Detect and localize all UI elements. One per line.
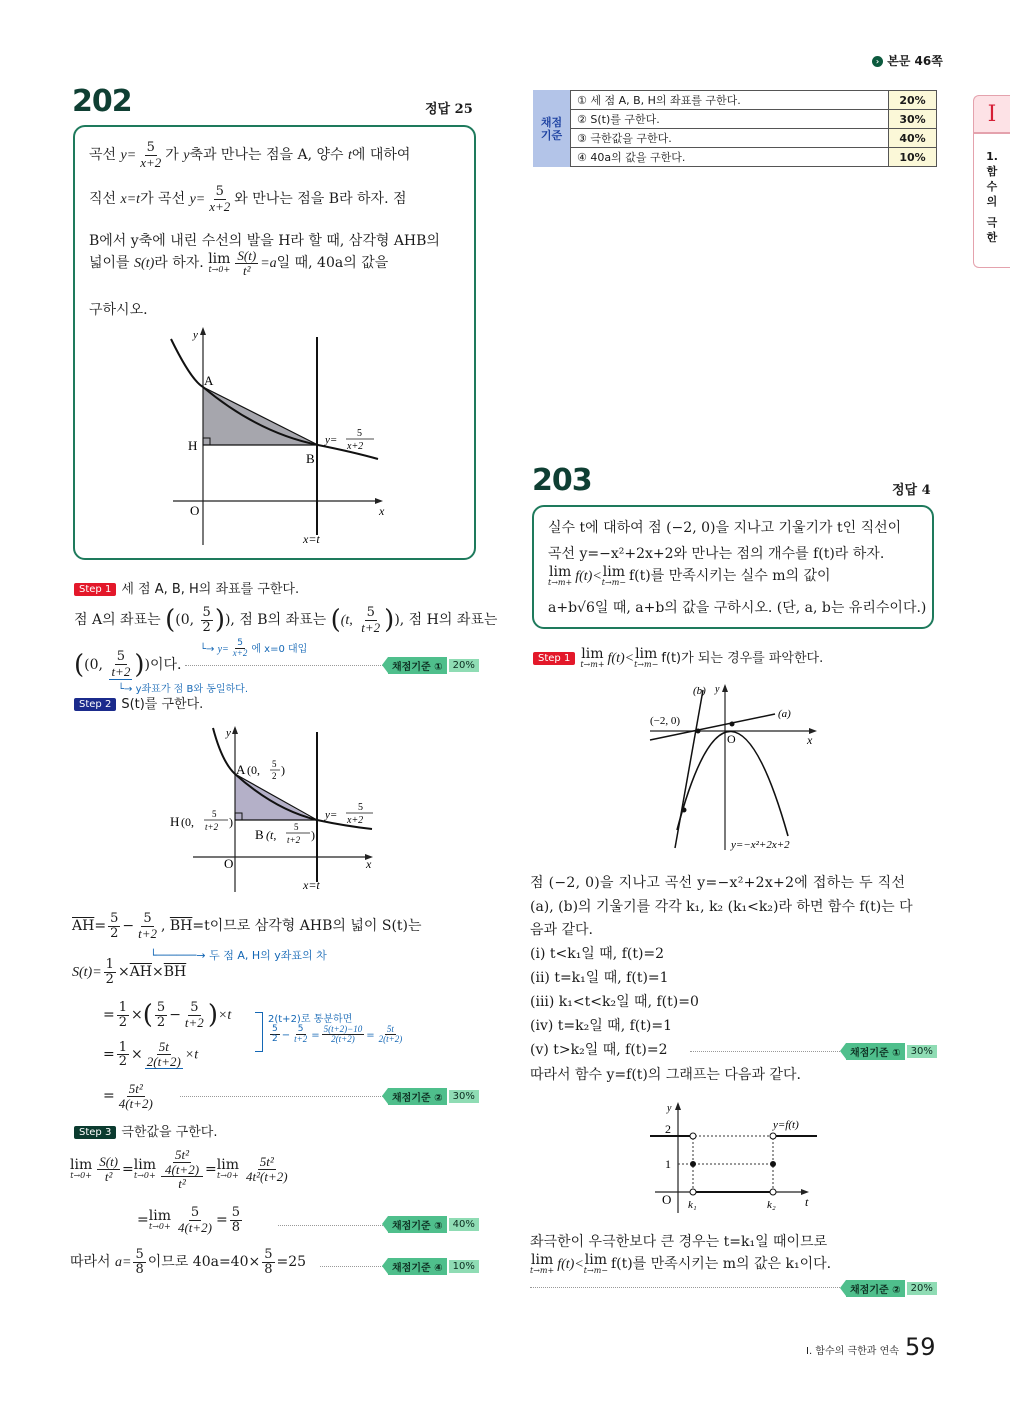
- y-axis-arrow-icon: [722, 684, 728, 692]
- chapter-numeral: I: [987, 102, 997, 127]
- point-a-num: 5: [272, 759, 277, 769]
- tick-label-2: 2: [665, 1122, 671, 1136]
- section-number: 1.: [986, 150, 998, 163]
- s-definition: S(t)= $\frac{1}{2}$ $\times\overline{AH}\times\overline{BH}$: [72, 957, 187, 987]
- criteria-label-line: 채점: [540, 115, 563, 129]
- limit-line-1: lim t→0+ $\frac{S(t)}{\text{t²}}$ = lim t→0+ $\frac{\frac{\text{5t²}}{4(t+2)}}{\text{t²}}$ = lim t→0+ $\frac{\text{5t²}}{\text{4t²(t+2)}}$: [70, 1147, 288, 1192]
- problem-line: lim t→m+ f(t)< lim t→m− f(t)를 만족시키는 실수 m의 값이: [548, 564, 831, 587]
- t-label: t: [805, 1195, 809, 1209]
- figure-parabola-tangents: [645, 680, 845, 852]
- step-title: 세 점 A, B, H의 좌표를 구한다.: [121, 582, 300, 597]
- problem-line: 곡선 y=−x²+2x+2와 만나는 점의 개수를 f(t)라 하자.: [548, 546, 885, 562]
- tangent-point-a: [730, 722, 735, 727]
- section-char: 극: [986, 216, 998, 229]
- final-line: 따라서 a= $\frac{5}{8}$ 이므로 40a=40× $\frac{5}{8}$ =25: [70, 1247, 307, 1277]
- case-item: (iv) t=k₂일 때, f(t)=1: [530, 1018, 672, 1034]
- section-tab[interactable]: [973, 133, 1010, 268]
- open-point: [770, 1189, 776, 1195]
- coord-line: 점 A의 좌표는 ((0, $\frac{5}{2}$ )), 점 B의 좌표는 ((t, $\frac{5}{t+2}$ )), 점 H의 좌표는: [74, 604, 498, 635]
- point-label: (−2, 0): [650, 715, 681, 727]
- y-axis-arrow-icon: [200, 327, 206, 335]
- y-label: y: [715, 684, 720, 695]
- criteria-pct: 20%: [889, 91, 937, 110]
- note-common-denominator: 2(t+2)로 통분하면: [268, 1014, 353, 1025]
- circle-arrow-icon: ›: [872, 56, 883, 67]
- criteria-pct: 40%: [889, 129, 937, 148]
- point-h-den: t+2: [205, 822, 219, 832]
- problem-line: B에서 y축에 내린 수선의 발을 H라 할 때, 삼각형 AHB의: [89, 233, 440, 249]
- curve-label-den: x+2: [347, 441, 364, 452]
- page-reference: [872, 52, 943, 69]
- body-line: 따라서 함수 y=f(t)의 그래프는 다음과 같다.: [530, 1067, 801, 1083]
- criteria-badge: 채점기준 ② 30%: [388, 1088, 479, 1104]
- figure-hyperbola-triangle: [163, 325, 403, 547]
- answer-value: 4: [921, 483, 931, 498]
- answer-label: 정답: [425, 102, 451, 117]
- criteria-row: [571, 129, 937, 148]
- line-label: x=t: [303, 532, 320, 546]
- answer-202: [425, 98, 473, 117]
- point-h-label: H: [170, 814, 180, 829]
- s-step-1: = $\frac{1}{2}$ ×( $\frac{5}{2}$ − $\frac{5}{t+2}$ )×t: [103, 999, 232, 1030]
- section-char: 함: [986, 165, 998, 178]
- problem-line: 넓이를 S(t)라 하자. lim t→0+ $\frac{S(t)}{\text{t²}}$ =a일 때, 40a의 값을: [89, 248, 389, 278]
- footer-chapter: I. 함수의 극한과 연속: [806, 1346, 899, 1357]
- note-equation: $\frac{5}{2}$ − $\frac{5}{t+2}$ = $\frac{5(t+2)-10}{2(t+2)}$ = $\frac{5t}{2(t+2)}$: [272, 1024, 403, 1045]
- step-title: 극한값을 구한다.: [121, 1125, 218, 1140]
- reference-label: 본문 46쪽: [887, 54, 943, 68]
- case-item: (iii) k₁<t<k₂일 때, f(t)=0: [530, 994, 699, 1010]
- point-a-coord: (0,: [247, 763, 260, 777]
- closed-point: [690, 1161, 696, 1167]
- curve-label-num: 5: [358, 802, 363, 813]
- curve-label: y=−x²+2x+2: [731, 839, 790, 851]
- parabola-curve: [677, 731, 788, 836]
- line-label: x=t: [303, 878, 320, 892]
- origin-label: O: [190, 503, 200, 518]
- body-line: 음과 같다.: [530, 922, 593, 938]
- point-b-den: t+2: [287, 835, 301, 845]
- point-b-label: B: [255, 827, 264, 842]
- problem-line: 실수 t에 대하여 점 (−2, 0)을 지나고 기울기가 t인 직선이: [548, 520, 902, 536]
- tangent-point-b: [682, 808, 687, 813]
- point-b-coord: (t,: [266, 828, 277, 842]
- point-a-label: A: [204, 373, 214, 388]
- k1-label: k₁: [688, 1199, 697, 1211]
- open-point: [690, 1133, 696, 1139]
- tangent-line-b: [675, 690, 703, 848]
- step1-header-203: Step 1 lim t→m+ f(t)< lim t→m− f(t)가 되는 경우를 파악한다.: [533, 647, 823, 669]
- problem-box-203: [532, 505, 934, 629]
- problem-line: a+b√6일 때, a+b의 값을 구하시오. (단, a, b는 유리수이다.): [548, 600, 927, 616]
- case-item: (v) t>k₂일 때, f(t)=2: [530, 1042, 668, 1058]
- x-label: x: [379, 504, 385, 518]
- problem-number-203: 203: [532, 463, 592, 498]
- k2-label: k₂: [767, 1199, 776, 1211]
- note-substitute: └→ y= $\frac{5}{x+2}$ 에 x=0 대입: [200, 638, 308, 659]
- y-label: y: [226, 727, 231, 739]
- point-a-coord-close: ): [281, 763, 285, 777]
- y-label: y: [193, 329, 198, 341]
- point-b-num: 5: [294, 822, 299, 832]
- step-title: S(t)를 구한다.: [121, 697, 204, 712]
- criteria-text: ④ 40a의 값을 구한다.: [571, 148, 889, 167]
- body-line: 점 (−2, 0)을 지나고 곡선 y=−x²+2x+2에 접하는 두 직선: [530, 875, 906, 891]
- point-minus2-0: [696, 729, 701, 734]
- line-a-label: (a): [778, 708, 791, 720]
- case-item: (ii) t=k₁일 때, f(t)=1: [530, 970, 669, 986]
- criteria-badge: 채점기준 ② 20%: [846, 1280, 937, 1296]
- y-label: y: [667, 1103, 672, 1114]
- x-label: x: [366, 857, 372, 871]
- y-axis-arrow-icon: [675, 1102, 681, 1110]
- open-point: [770, 1133, 776, 1139]
- origin-label: O: [727, 732, 736, 746]
- problem-number-202: 202: [72, 84, 132, 119]
- point-h-coord: (0,: [181, 815, 194, 829]
- conclusion-line: lim t→m+ f(t)< lim t→m− f(t)를 만족시키는 m의 값은 k₁이다.: [530, 1252, 832, 1275]
- x-label: x: [807, 733, 813, 747]
- criteria-row: [571, 91, 937, 110]
- note-same-y: └→ y좌표가 점 B와 동일하다.: [118, 684, 249, 695]
- point-a-den: 2: [272, 771, 277, 781]
- step2-header-202: [74, 693, 203, 712]
- tick-label-1: 1: [665, 1157, 671, 1171]
- page-number: 59: [905, 1333, 936, 1361]
- criteria-text: ③ 극한값을 구한다.: [571, 129, 889, 148]
- bracket-icon: [255, 1012, 263, 1052]
- curve-label-num: 5: [357, 428, 362, 439]
- answer-value: 25: [454, 102, 473, 117]
- y-axis-arrow-icon: [232, 726, 238, 734]
- curve-label: y=: [325, 434, 338, 446]
- criteria-badge: 채점기준 ③ 40%: [388, 1216, 479, 1232]
- step-badge: Step 3: [74, 1126, 116, 1139]
- figure-triangle-coordinates: [160, 722, 390, 897]
- s-step-2: = $\frac{1}{2}$ × $\frac{5t}{2(t+2)}$ ×t: [103, 1039, 199, 1070]
- problem-line: 곡선 y= $\frac{5}{x+2}$ 가 y축과 만나는 점을 A, 양수 t에 대하여: [89, 140, 411, 170]
- step-badge: Step 1: [533, 652, 575, 665]
- criteria-label: [533, 90, 570, 167]
- limit-line-2: = lim t→0+ $\frac{5}{4(t+2)}$ = $\frac{5}{8}$: [137, 1205, 241, 1235]
- answer-203: [892, 479, 931, 498]
- note-y-diff: └──────→ 두 점 A, H의 y좌표의 차: [150, 949, 327, 962]
- closed-point: [770, 1161, 776, 1167]
- criteria-badge: 채점기준 ① 30%: [846, 1043, 937, 1059]
- curve-label: y=: [325, 809, 338, 821]
- section-char: 한: [986, 231, 998, 244]
- criteria-text: ② S(t)를 구한다.: [571, 110, 889, 129]
- point-h-coord-close: ): [229, 815, 233, 829]
- chapter-tab[interactable]: [973, 95, 1010, 133]
- criteria-badge: 채점기준 ④ 10%: [388, 1258, 479, 1274]
- section-char: 수: [986, 180, 998, 193]
- ah-bh-line: $\overline{AH}=$ $\frac{5}{2}$ − $\frac{5}{t+2}$ , $\overline{BH}=t$이므로 삼각형 AHB의 넓이 S(t)는: [72, 911, 422, 941]
- s-step-3: = $\frac{\text{5t²}}{4(t+2)}$: [103, 1081, 153, 1111]
- criteria-row: [571, 148, 937, 167]
- step1-header-202: [74, 578, 299, 597]
- coord-line: ((0, $\frac{5}{t+2}$ ))이다.: [74, 649, 182, 680]
- point-h-num: 5: [212, 809, 217, 819]
- problem-line: 직선 x=t가 곡선 y= $\frac{5}{x+2}$ 와 만나는 점을 B라 하자. 점: [89, 184, 407, 214]
- open-point: [690, 1189, 696, 1195]
- point-b-coord-close: ): [311, 828, 315, 842]
- criteria-pct: 10%: [889, 148, 937, 167]
- criteria-pct: 30%: [889, 110, 937, 129]
- grading-criteria-table: [533, 90, 937, 167]
- step-badge: Step 2: [74, 698, 116, 711]
- point-b-label: B: [306, 451, 315, 466]
- criteria-row: [571, 110, 937, 129]
- case-item: (i) t<k₁일 때, f(t)=2: [530, 946, 665, 962]
- criteria-text: ① 세 점 A, B, H의 좌표를 구한다.: [571, 91, 889, 110]
- criteria-badge: 채점기준 ① 20%: [388, 657, 479, 673]
- step3-header-202: [74, 1121, 217, 1140]
- figure-step-function: [645, 1098, 845, 1216]
- point-h-label: H: [188, 438, 198, 453]
- function-label: y=f(t): [773, 1119, 799, 1131]
- point-a-label: A: [236, 762, 246, 777]
- section-char: 의: [986, 195, 998, 208]
- step-badge: Step 1: [74, 583, 116, 596]
- problem-box-202: [73, 125, 476, 560]
- problem-line: 구하시오.: [89, 302, 148, 318]
- body-line: (a), (b)의 기울기를 각각 k₁, k₂ (k₁<k₂)라 하면 함수 f(t)는 다: [530, 899, 913, 915]
- answer-label: 정답: [892, 483, 918, 498]
- origin-label: O: [662, 1192, 672, 1207]
- conclusion-line: 좌극한이 우극한보다 큰 경우는 t=k₁일 때이므로: [530, 1234, 828, 1250]
- origin-label: O: [224, 856, 234, 871]
- curve-label-den: x+2: [347, 815, 364, 826]
- criteria-label-line: 기준: [540, 128, 563, 142]
- line-b-label: (b): [693, 685, 706, 697]
